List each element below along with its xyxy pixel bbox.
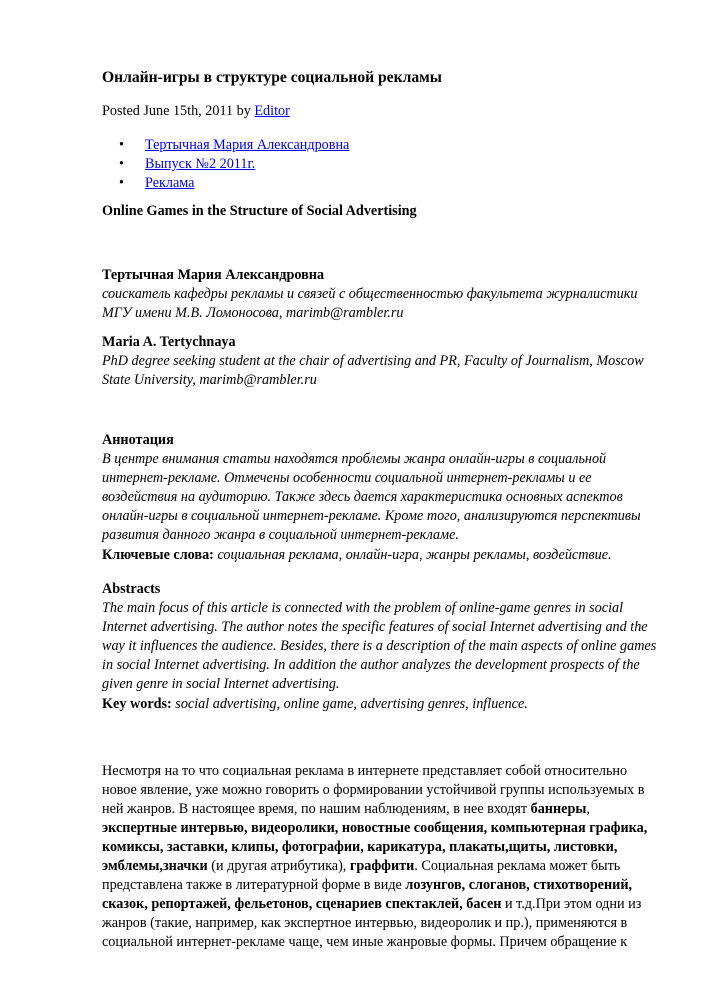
abstract-heading-en: Abstracts <box>102 581 161 597</box>
keywords-label-ru: Ключевые слова: <box>102 547 214 563</box>
body-bold-segment: граффити <box>349 858 415 874</box>
body-bold-segment: экспертные интервью, видеоролики, новостные сообщения, компьютерная графика, комиксы, заставки, клипы, фотографии, карикатура, плакаты,щиты, листовки, эмблемы,значки <box>102 820 648 874</box>
article-title: Онлайн-игры в структуре социальной рекламы <box>102 69 442 86</box>
author-block-en <box>102 333 662 390</box>
body-bold-segment: лозунгов, слоганов, стихотворений, сказок, репортажей, фельетонов, сценариев спектаклей, басен <box>102 877 633 912</box>
abstract-block-en <box>102 580 662 694</box>
author-name-en: Maria A. Tertychnaya <box>102 334 236 350</box>
abstract-text-ru: В центре внимания статьи находятся проблемы жанра онлайн-игры в социальной интернет-рекламе. Отмечены особенности социальной интернет-рекламы и ее воздействия на аудиторию. Также здесь дается характеристика основных аспектов онлайн-игры в социальной интернет-рекламе. Кроме того, анализируются перспективы развития данного жанра в социальной интернет-рекламе. <box>102 451 641 543</box>
body-text-segment: (и другая атрибутика), <box>207 858 350 874</box>
tag-link-category[interactable]: Реклама <box>145 175 195 191</box>
body-paragraph <box>102 762 662 952</box>
author-affiliation-ru: соискатель кафедры рекламы и связей с общественностью факультета журналистики МГУ имени М.В. Ломоносова, marimb@rambler.ru <box>102 286 638 321</box>
posted-date: Posted June 15th, 2011 by <box>102 103 255 119</box>
tag-link-author[interactable]: Тертычная Мария Александровна <box>145 137 350 153</box>
keywords-ru <box>102 546 662 565</box>
body-text-segment: . Социальная реклама может быть представлена также в литературной форме в виде <box>102 858 621 893</box>
bullet-icon: • <box>119 137 124 153</box>
body-text-segment: , <box>586 801 590 817</box>
abstract-heading-ru: Аннотация <box>102 432 174 448</box>
abstract-text-en: The main focus of this article is connected with the problem of online-game genres in social Internet advertising. The author notes the specific features of social Internet advertising and the way it influences the audience. Besides, there is a description of the main aspects of online games in social Internet advertising. In addition the author analyzes the development prospects of the given genre in social Internet advertising. <box>102 600 657 692</box>
author-link[interactable]: Editor <box>254 103 290 119</box>
keywords-en <box>102 695 662 714</box>
bullet-icon: • <box>119 175 124 191</box>
body-bold-segment: баннеры <box>530 801 587 817</box>
keywords-label-en: Key words: <box>102 696 172 712</box>
author-affiliation-en: PhD degree seeking student at the chair of advertising and PR, Faculty of Journalism, Moscow State University, marimb@rambler.ru <box>102 353 644 388</box>
list-item <box>102 174 349 193</box>
tag-link-issue[interactable]: Выпуск №2 2011г. <box>145 156 256 172</box>
english-title: Online Games in the Structure of Social Advertising <box>102 203 417 219</box>
abstract-block-ru <box>102 431 662 545</box>
author-name-ru: Тертычная Мария Александровна <box>102 267 325 283</box>
bullet-icon: • <box>119 156 124 172</box>
body-text-segment: Несмотря на то что социальная реклама в интернете представляет собой относительно новое явление, уже можно говорить о формировании устойчивой группы используемых в ней жанров. В настоящее время, по нашим наблюдениям, в нее входят <box>102 763 645 817</box>
body-text-segment: и т.д.При этом одни из жанров (такие, например, как экспертное интервью, видеоролик и пр.), применяются в социальной интернет-рекламе чаще, чем иные жанровые формы. Причем обращение к <box>102 896 642 950</box>
author-block-ru <box>102 266 662 323</box>
article-tags-list <box>102 136 349 193</box>
list-item <box>102 155 349 174</box>
list-item <box>102 136 349 155</box>
posted-line <box>102 102 290 121</box>
keywords-text-en: social advertising, online game, advertising genres, influence. <box>171 696 528 712</box>
keywords-text-ru: социальная реклама, онлайн-игра, жанры рекламы, воздействие. <box>213 547 612 563</box>
